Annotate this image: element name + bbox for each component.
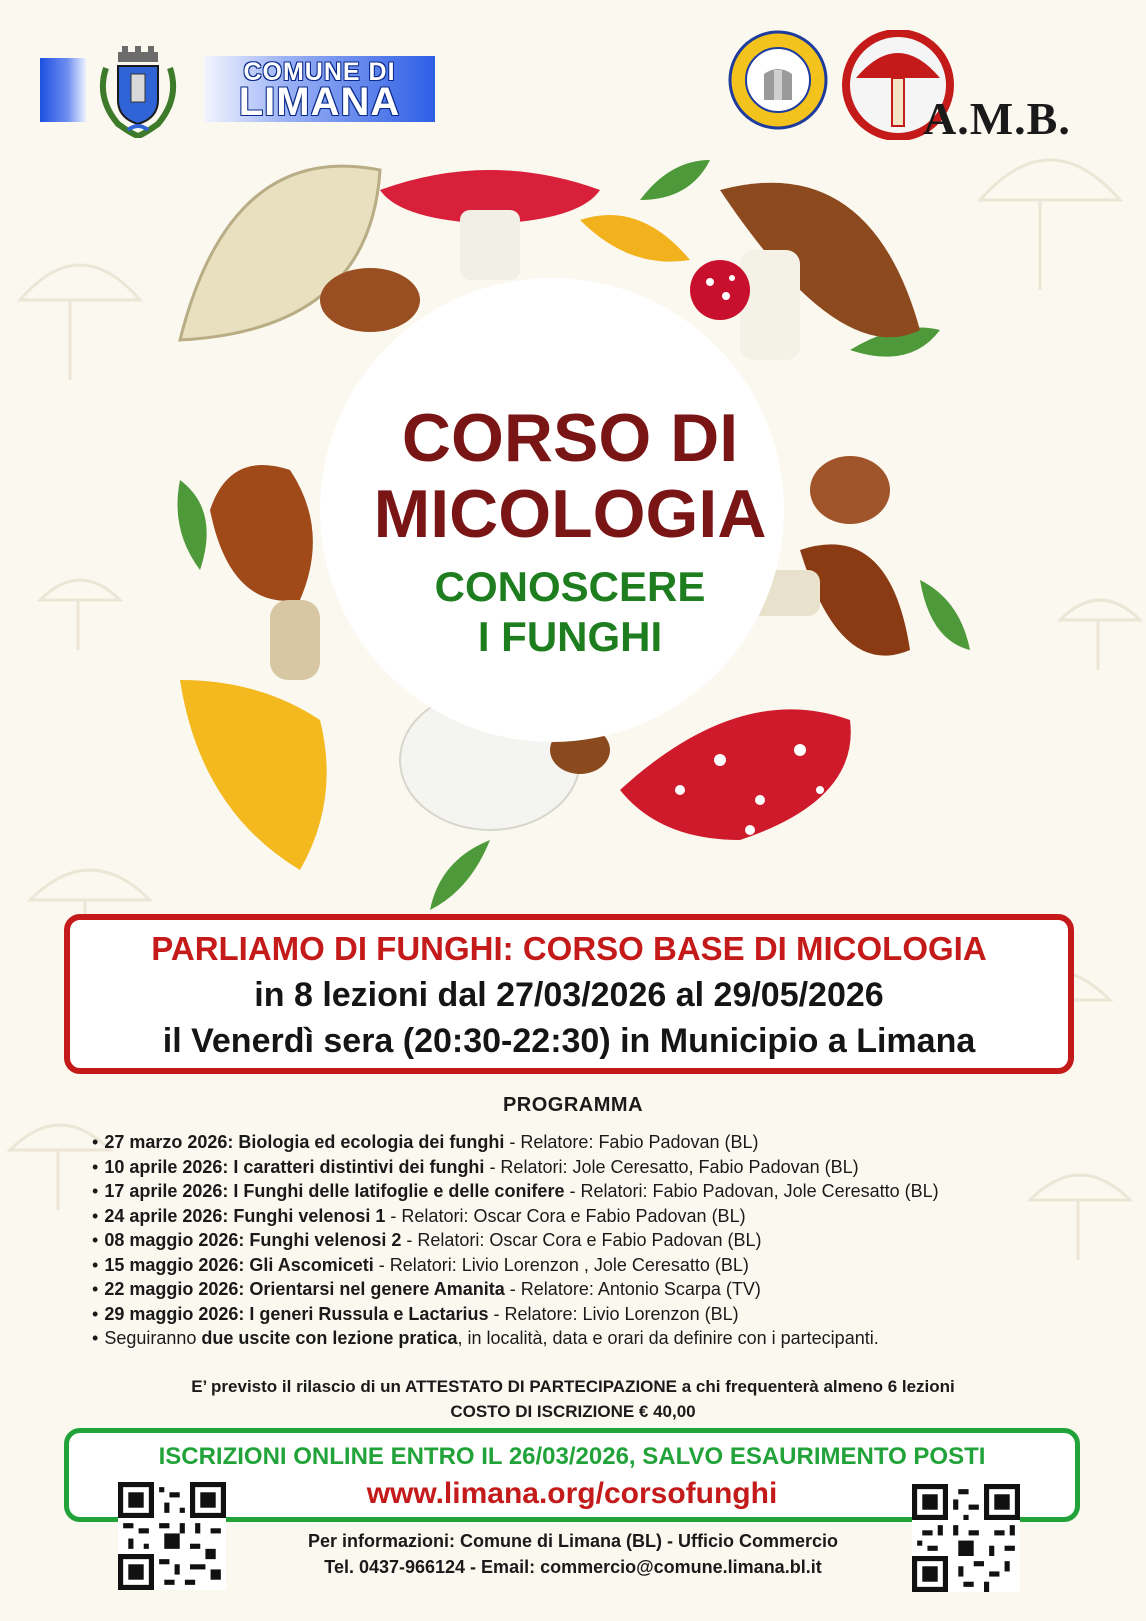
title-line-2: MICOLOGIA <box>373 476 767 552</box>
town-crest-icon <box>88 38 188 138</box>
amb-logos <box>728 30 1118 150</box>
comune-di-limana-logo <box>40 38 435 138</box>
program-list <box>92 1130 1102 1351</box>
hero-title-block <box>300 400 840 662</box>
subtitle-line-1: CONOSCERE <box>434 563 706 610</box>
list-item: • 27 marzo 2026: Biologia ed ecologia dei funghi - Relatore: Fabio Padovan (BL) <box>92 1130 1102 1155</box>
comune-label: COMUNE DI <box>243 58 396 86</box>
list-item: • 22 maggio 2026: Orientarsi nel genere Amanita - Relatore: Antonio Scarpa (TV) <box>92 1277 1102 1302</box>
amb-logo-text: A.M.B. <box>923 93 1071 144</box>
program-heading: PROGRAMMA <box>502 1094 644 1116</box>
cost-note: COSTO DI ISCRIZIONE € 40,00 <box>450 1402 696 1421</box>
limana-label: LIMANA <box>238 80 401 124</box>
notes-block <box>0 1374 1146 1424</box>
course-info-box <box>64 914 1074 1074</box>
list-item: • Seguiranno due uscite con lezione pratica, in località, data e orari da definire con i partecipanti. <box>92 1326 1102 1351</box>
list-item: • 08 maggio 2026: Funghi velenosi 2 - Relatori: Oscar Cora e Fabio Padovan (BL) <box>92 1228 1102 1253</box>
comune-banner <box>204 56 435 122</box>
list-item: • 17 aprile 2026: I Funghi delle latifoglie e delle conifere - Relatori: Fabio Padovan, Jole Ceresatto (BL) <box>92 1179 1102 1204</box>
list-item: • 29 maggio 2026: I generi Russula e Lactarius - Relatore: Livio Lorenzon (BL) <box>92 1302 1102 1327</box>
contact-block <box>0 1528 1146 1580</box>
registration-link[interactable]: www.limana.org/corsofunghi <box>366 1477 778 1510</box>
list-item: • 24 aprile 2026: Funghi velenosi 1 - Relatori: Oscar Cora e Fabio Padovan (BL) <box>92 1204 1102 1229</box>
list-item: • 15 maggio 2026: Gli Ascomiceti - Relatori: Livio Lorenzon , Jole Ceresatto (BL) <box>92 1253 1102 1278</box>
contact-office: Per informazioni: Comune di Limana (BL) - Ufficio Commercio <box>307 1531 839 1551</box>
list-item: • 10 aprile 2026: I caratteri distintivi dei funghi - Relatori: Jole Ceresatto, Fabio Padovan (BL) <box>92 1155 1102 1180</box>
title-line-1: CORSO DI <box>401 400 739 476</box>
course-dates: in 8 lezioni dal 27/03/2026 al 29/05/2026 <box>254 976 884 1014</box>
associazione-micologica-seal-icon <box>728 30 828 130</box>
attestato-note: E’ previsto il rilascio di un ATTESTATO DI PARTECIPAZIONE a chi frequenterà almeno 6 lezioni <box>191 1377 955 1396</box>
course-title: PARLIAMO DI FUNGHI: CORSO BASE DI MICOLOGIA <box>151 930 987 967</box>
course-schedule: il Venerdì sera (20:30-22:30) in Municipio a Limana <box>162 1022 976 1060</box>
subtitle-line-2: I FUNGHI <box>477 613 663 660</box>
registration-deadline: ISCRIZIONI ONLINE ENTRO IL 26/03/2026, SALVO ESAURIMENTO POSTI <box>158 1443 986 1470</box>
flag-stripe <box>40 58 86 122</box>
contact-phone-email: Tel. 0437-966124 - Email: commercio@comune.limana.bl.it <box>324 1557 822 1577</box>
